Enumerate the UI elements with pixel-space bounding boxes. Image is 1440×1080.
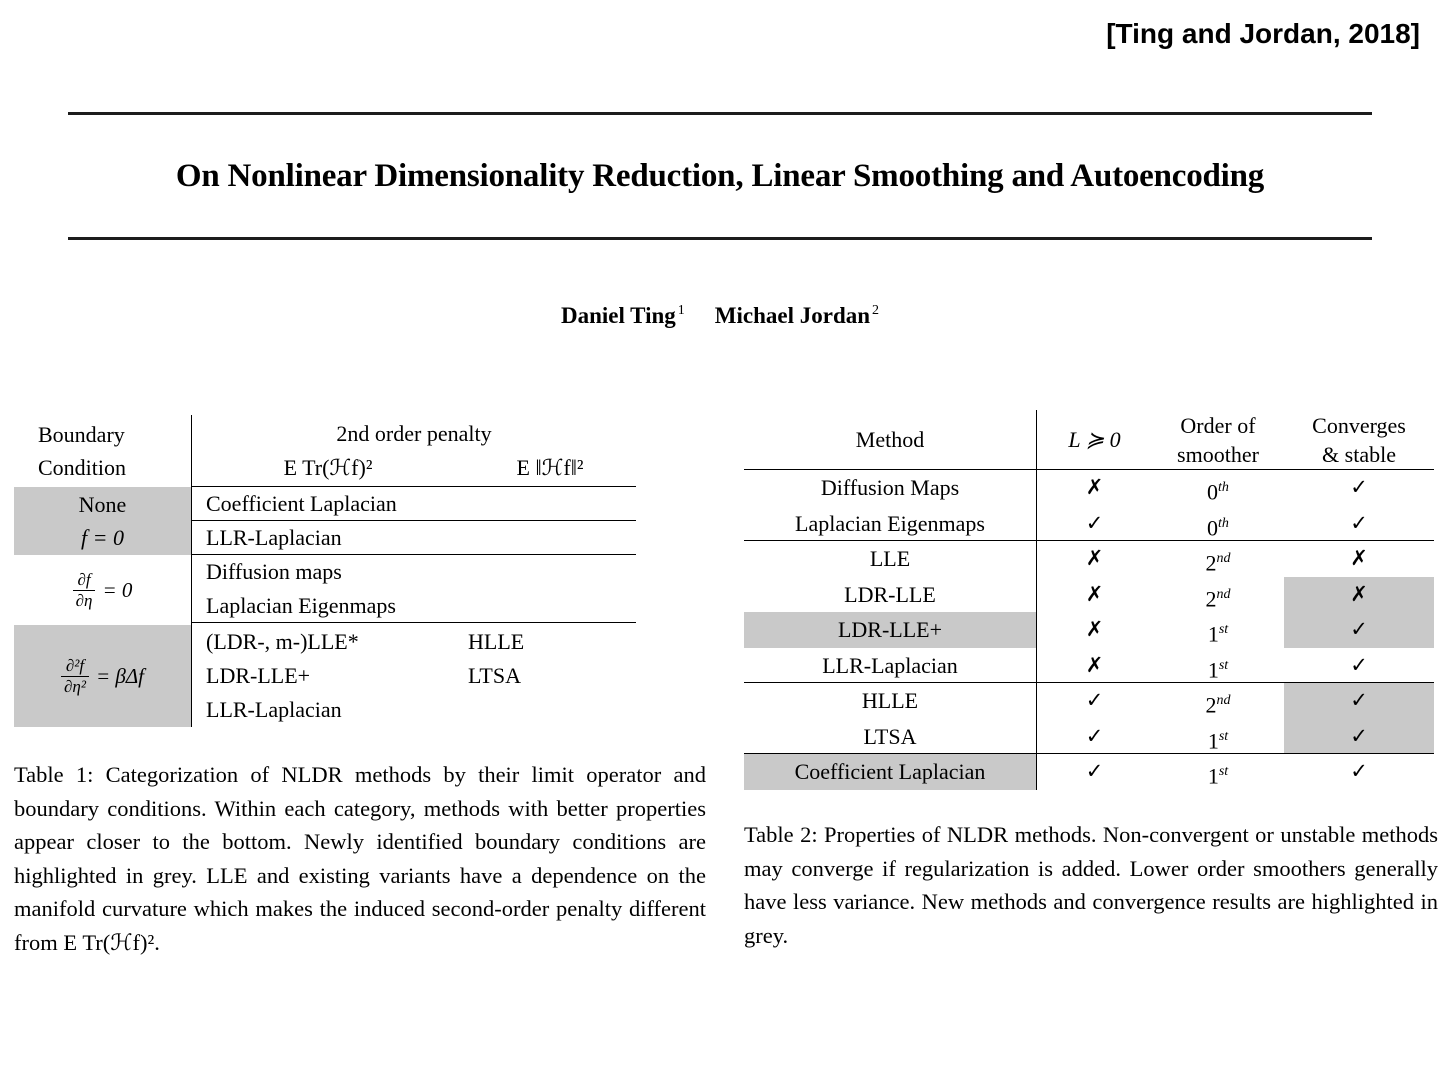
psd-cell: ✓ xyxy=(1085,688,1104,712)
method-cell: LDR-LLE+ xyxy=(744,612,1037,648)
psd-cell: ✓ xyxy=(1085,723,1104,748)
converges-cell: ✗ xyxy=(1284,577,1434,613)
table-row xyxy=(744,612,1434,648)
method-cell: Laplacian Eigenmaps xyxy=(744,506,1037,541)
converges-cell: ✗ xyxy=(1350,546,1368,570)
method-cell: LLE xyxy=(744,541,1037,577)
method-cell: HLLE xyxy=(468,629,525,654)
table-row xyxy=(744,648,1434,684)
table-row xyxy=(192,589,636,623)
order-header-line1: Order of xyxy=(1180,412,1256,438)
psd-cell: ✗ xyxy=(1085,475,1104,499)
boundary-group-none xyxy=(14,487,636,555)
boundary-col xyxy=(14,625,192,727)
converges-cell: ✓ xyxy=(1350,759,1368,783)
boundary-f0-label: f = 0 xyxy=(81,525,124,550)
order-cell: 2nd xyxy=(1205,550,1231,576)
fraction xyxy=(73,570,96,610)
method-cell: (LDR-, m-)LLE* xyxy=(206,629,359,654)
converges-header-line2: & stable xyxy=(1322,441,1396,467)
method-cell: LTSA xyxy=(744,719,1037,754)
table-1-header xyxy=(14,415,636,487)
table-row xyxy=(744,506,1434,542)
table-row xyxy=(744,470,1434,506)
order-cell: 2nd xyxy=(1205,585,1231,611)
order-cell: 0th xyxy=(1207,514,1229,540)
fraction-numerator: ∂²f xyxy=(61,656,89,677)
penalty-title: 2nd order penalty xyxy=(336,420,492,446)
method-cell xyxy=(464,555,636,589)
boundary-condition-header xyxy=(14,415,192,487)
converges-cell: ✓ xyxy=(1284,719,1434,754)
order-cell: 1st xyxy=(1207,727,1229,753)
boundary-cell-curvature xyxy=(14,625,191,727)
penalty-header xyxy=(192,415,636,487)
method-cell: LDR-LLE xyxy=(744,577,1037,613)
table-row xyxy=(192,487,636,521)
psd-cell: ✗ xyxy=(1085,581,1104,606)
table-row xyxy=(744,754,1434,790)
boundary-col xyxy=(14,555,192,625)
converges-header-line1: Converges xyxy=(1312,412,1406,438)
psd-header: L ≽ 0 xyxy=(1068,427,1121,452)
penalty-trace-header: E Tr(ℋf)² xyxy=(283,454,373,480)
order-header xyxy=(1152,410,1284,469)
method-cell: Coefficient Laplacian xyxy=(744,754,1037,790)
author-2-affiliation: 2 xyxy=(872,303,880,319)
table-row xyxy=(192,693,636,727)
table-2 xyxy=(744,410,1434,790)
table-row xyxy=(744,683,1434,719)
author-1-name: Daniel Ting xyxy=(560,303,676,328)
penalty-subheaders xyxy=(192,451,636,485)
boundary-header-line1: Boundary xyxy=(38,422,125,447)
table-row xyxy=(744,577,1434,613)
penalty-norm-header: E ‖ℋf‖² xyxy=(516,454,584,480)
table-row xyxy=(192,659,636,693)
table-1 xyxy=(14,415,636,727)
table-row xyxy=(744,541,1434,577)
author-1-affiliation: 1 xyxy=(677,303,685,319)
converges-cell: ✓ xyxy=(1284,683,1434,719)
table-2-header xyxy=(744,410,1434,470)
method-cell: HLLE xyxy=(744,683,1037,719)
psd-cell: ✓ xyxy=(1085,759,1104,783)
method-cell: Coefficient Laplacian xyxy=(206,491,397,516)
psd-cell: ✓ xyxy=(1085,510,1104,535)
method-cell: Diffusion Maps xyxy=(744,470,1037,506)
method-cell: LLR-Laplacian xyxy=(206,697,342,722)
fraction-denominator: ∂η xyxy=(75,590,93,610)
table-row xyxy=(192,625,636,659)
citation-tag: [Ting and Jordan, 2018] xyxy=(1106,18,1420,49)
converges-cell: ✓ xyxy=(1284,612,1434,648)
method-cell: LDR-LLE+ xyxy=(206,663,311,688)
boundary-equation: = βΔf xyxy=(95,663,144,688)
order-cell: 1st xyxy=(1207,656,1229,682)
table-row xyxy=(192,555,636,589)
method-header: Method xyxy=(744,410,1037,469)
boundary-cell-neumann xyxy=(14,555,191,625)
table-row xyxy=(192,521,636,555)
method-cell xyxy=(464,521,636,554)
method-cell xyxy=(464,693,636,727)
boundary-none-label: None xyxy=(78,492,127,517)
boundary-col xyxy=(14,487,192,555)
psd-cell: ✗ xyxy=(1085,546,1104,570)
converges-cell: ✓ xyxy=(1350,652,1368,677)
boundary-equation: = 0 xyxy=(102,577,133,602)
converges-cell: ✓ xyxy=(1350,510,1368,535)
table-row xyxy=(744,719,1434,755)
method-cell xyxy=(464,589,636,622)
paper-title: On Nonlinear Dimensionality Reduction, Linear Smoothing and Autoencoding xyxy=(175,158,1265,194)
boundary-group-curvature xyxy=(14,625,636,727)
method-cell: LLR-Laplacian xyxy=(206,525,342,550)
method-cell: Laplacian Eigenmaps xyxy=(206,593,396,618)
author-2-name: Michael Jordan xyxy=(714,303,871,328)
fraction-numerator: ∂f xyxy=(73,570,96,591)
psd-cell: ✗ xyxy=(1085,617,1104,641)
order-header-line2: smoother xyxy=(1177,441,1259,467)
method-cell: LLR-Laplacian xyxy=(744,648,1037,683)
methods-col xyxy=(192,555,636,625)
converges-header xyxy=(1284,410,1434,469)
method-cell xyxy=(464,487,636,520)
table-1-caption: Table 1: Categorization of NLDR methods by their limit operator and boundary conditions. Within each category, methods with better properties appear closer to the bottom. Newly identified boundary conditions are highlighted in grey. LLE and existing variants have a dependence on the manifold curvature which makes the induced second-order penalty different from E Tr(ℋf)². xyxy=(14,762,706,955)
methods-col xyxy=(192,625,636,727)
order-cell: 1st xyxy=(1207,621,1229,647)
method-cell: LTSA xyxy=(468,663,521,688)
method-cell: Diffusion maps xyxy=(206,559,342,584)
fraction xyxy=(61,656,89,696)
methods-col xyxy=(192,487,636,555)
order-cell: 0th xyxy=(1207,479,1229,505)
order-cell: 1st xyxy=(1207,763,1229,789)
author-line xyxy=(0,303,1440,329)
title-rule-bottom xyxy=(68,237,1372,240)
boundary-header-line2: Condition xyxy=(38,455,127,480)
converges-cell: ✓ xyxy=(1350,475,1368,499)
fraction-denominator: ∂η² xyxy=(64,676,86,696)
table-2-caption: Table 2: Properties of NLDR methods. Non-convergent or unstable methods may converge if regularization is added. Lower order smoothers generally have less variance. New methods and convergence results are highlighted in grey. xyxy=(744,822,1438,948)
boundary-group-neumann xyxy=(14,555,636,625)
title-rule-top xyxy=(68,112,1372,115)
order-cell: 2nd xyxy=(1205,692,1231,718)
boundary-cell-none xyxy=(14,487,191,555)
psd-cell: ✗ xyxy=(1085,652,1104,677)
